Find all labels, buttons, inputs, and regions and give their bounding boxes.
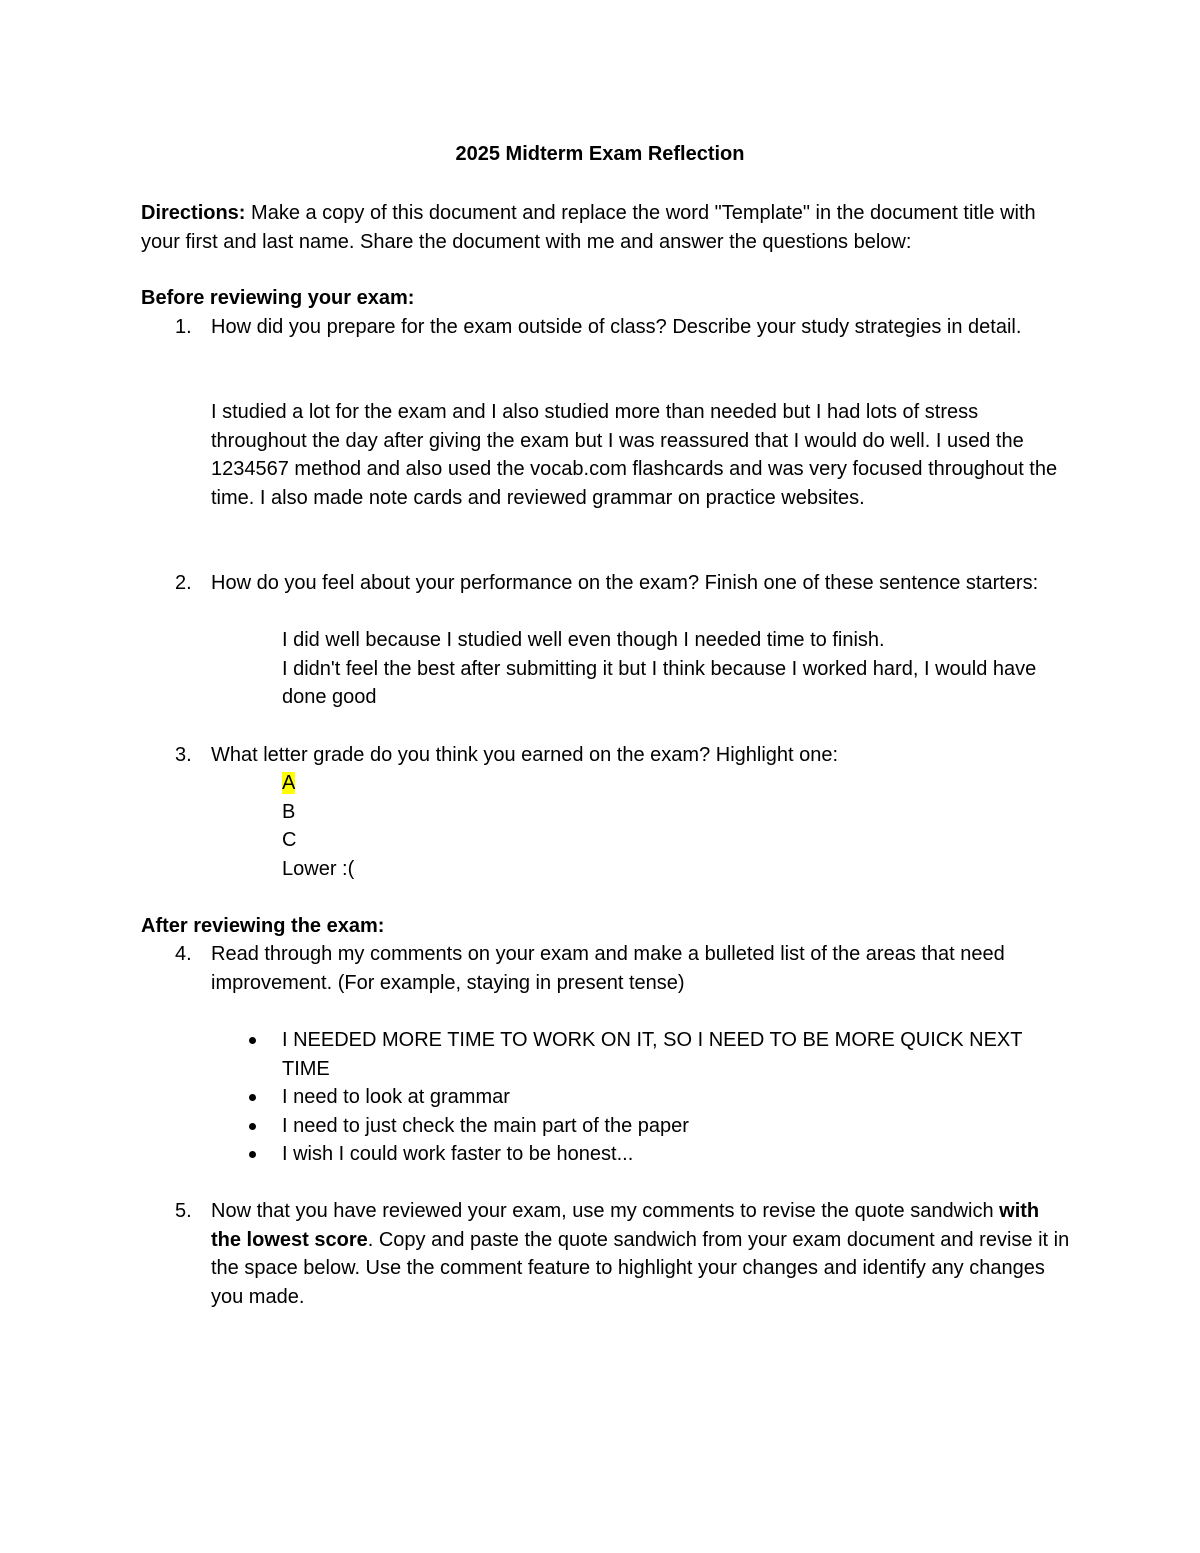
- bullet-icon: [249, 1151, 256, 1158]
- question-number: 3.: [175, 744, 192, 766]
- question-text: How did you prepare for the exam outside of class? Describe your study strategies in detail.: [211, 316, 1022, 338]
- question-text-start: Now that you have reviewed your exam, use my comments to revise the quote sandwich: [211, 1200, 1000, 1222]
- before-heading: Before reviewing your exam:: [141, 287, 415, 309]
- answer-2: [282, 626, 1072, 712]
- answer-1: I studied a lot for the exam and I also studied more than needed but I had lots of stress throughout the day after giving the exam but I was reassured that I would do well. I used the 1234567 method and also used the vocab.com flashcards and was very focused throughout the time. I also made note cards and reviewed grammar on practice websites.: [211, 401, 1058, 509]
- question-number: 1.: [175, 316, 192, 338]
- grade-choice[interactable]: C: [282, 829, 297, 851]
- list-item: [282, 1140, 1072, 1169]
- grade-choice[interactable]: B: [282, 800, 296, 823]
- improvement-list: [282, 1026, 1072, 1169]
- question-number: 5.: [175, 1200, 192, 1222]
- answer-2-line-1: I did well because I studied well even though I needed time to finish.: [282, 629, 885, 651]
- list-item-text: I NEEDED MORE TIME TO WORK ON IT, SO I NEED TO BE MORE QUICK NEXT TIME: [282, 1029, 1023, 1080]
- after-heading: After reviewing the exam:: [141, 915, 385, 937]
- list-item-text: I need to just check the main part of the paper: [282, 1114, 689, 1137]
- bullet-icon: [249, 1123, 256, 1130]
- question-text-bold: with the lowest score: [211, 1200, 1040, 1251]
- bullet-icon: [249, 1037, 256, 1044]
- bullet-icon: [249, 1094, 256, 1101]
- question-text: [211, 1197, 1071, 1311]
- question-4: [141, 940, 1071, 997]
- list-item: [282, 1112, 1072, 1141]
- question-number: 2.: [175, 572, 192, 594]
- directions-text: Make a copy of this document and replace the word "Template" in the document title with your first and last name. Share the document with me and answer the questions below:: [141, 202, 1036, 253]
- question-2: [141, 569, 1071, 598]
- question-3: [141, 741, 1071, 770]
- directions-paragraph: [141, 199, 1071, 256]
- list-item: [282, 1083, 1072, 1112]
- question-text: How do you feel about your performance on the exam? Finish one of these sentence starters:: [211, 572, 1039, 594]
- list-item-text: I wish I could work faster to be honest...: [282, 1143, 634, 1165]
- list-item: [282, 1026, 1072, 1083]
- grade-choice[interactable]: Lower :(: [282, 857, 355, 880]
- page-title: 2025 Midterm Exam Reflection: [455, 143, 745, 165]
- highlighted-choice: A: [282, 772, 296, 794]
- answer-2-line-2: I didn't feel the best after submitting it but I think because I worked hard, I would have done good: [282, 657, 1037, 708]
- question-1: [141, 313, 1071, 342]
- question-text: What letter grade do you think you earned on the exam? Highlight one:: [211, 744, 839, 766]
- question-5: [141, 1197, 1071, 1311]
- grade-choices: [282, 769, 1072, 883]
- question-text: Read through my comments on your exam and make a bulleted list of the areas that need improvement. (For example, staying in present tense): [211, 943, 1005, 994]
- list-item-text: I need to look at grammar: [282, 1086, 510, 1108]
- question-text-end: . Copy and paste the quote sandwich from your exam document and revise it in the space below. Use the comment feature to highlight your changes and identify any changes you made.: [211, 1228, 1070, 1308]
- grade-choice[interactable]: [282, 769, 1072, 798]
- question-number: 4.: [175, 943, 192, 965]
- directions-label: Directions:: [141, 202, 246, 224]
